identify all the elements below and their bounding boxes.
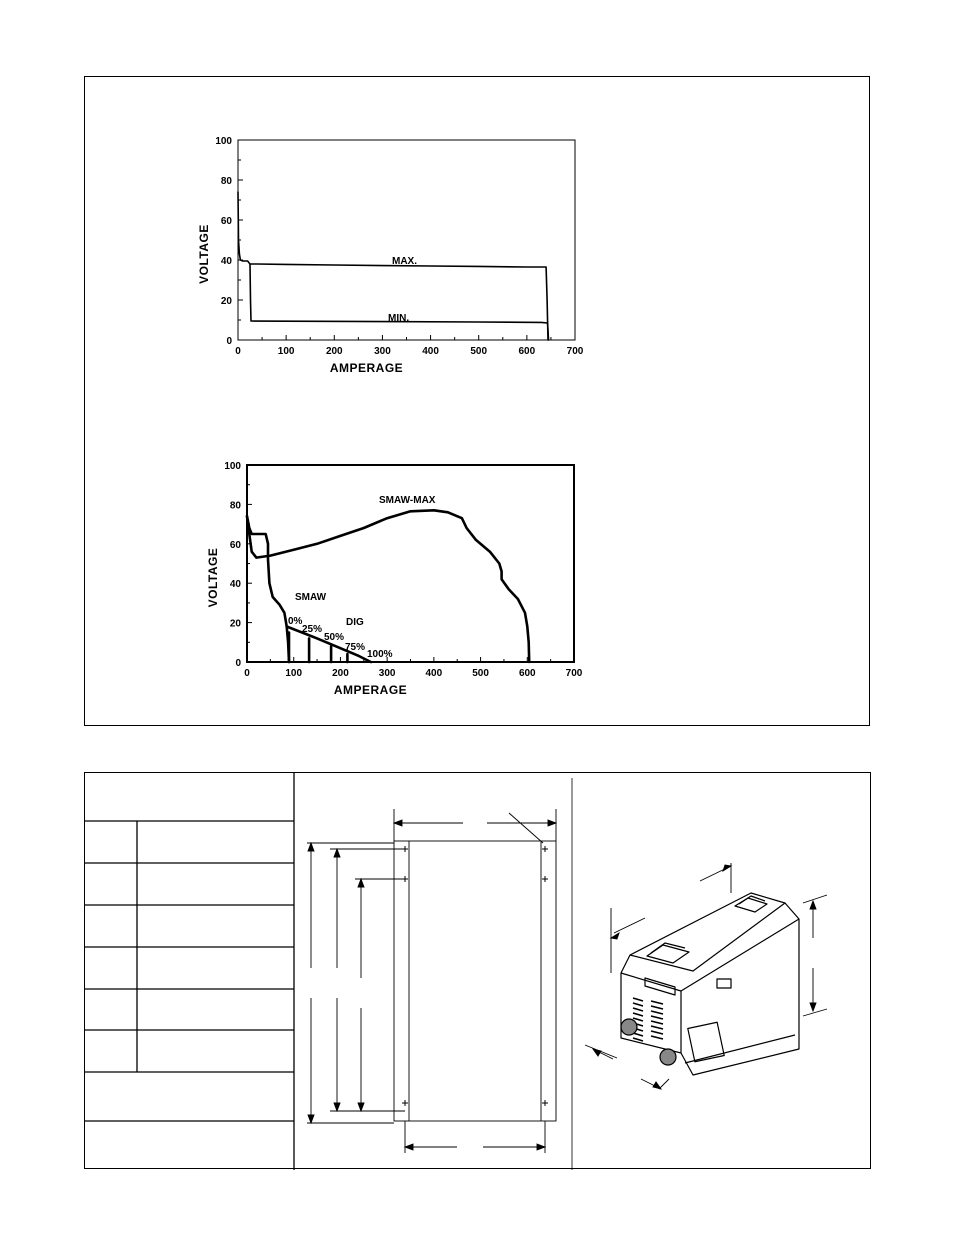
- y-tick-label: 80: [229, 500, 241, 512]
- welder-isometric-view: [621, 893, 799, 1075]
- dimensions-table: [85, 773, 572, 1170]
- x-tick-label: 100: [277, 346, 295, 357]
- mounting-holes: [402, 846, 548, 1106]
- x-tick-label: 600: [518, 346, 536, 357]
- label-smaw-max: SMAW-MAX: [379, 495, 436, 506]
- x-tick-label: 200: [325, 346, 343, 357]
- x-tick-label: 500: [472, 668, 489, 679]
- x-tick-label: 700: [566, 346, 584, 357]
- y-tick-label: 20: [229, 618, 241, 630]
- x-tick-label: 500: [470, 346, 488, 357]
- label-0pct: 0%: [288, 616, 303, 627]
- label-75pct: 75%: [345, 642, 366, 653]
- label-50pct: 50%: [324, 632, 345, 643]
- y-tick-label: 100: [224, 461, 241, 472]
- volt-amp-curves-panel: [84, 76, 870, 726]
- y-tick-label: 60: [220, 216, 232, 227]
- x-tick-label: 200: [332, 668, 349, 679]
- y-tick-label: 20: [220, 296, 232, 307]
- x-tick-label: 400: [425, 668, 443, 679]
- x-axis-label: AMPERAGE: [329, 361, 404, 375]
- y-axis-label: VOLTAGE: [197, 224, 211, 284]
- y-tick-label: 0: [235, 658, 241, 669]
- label-dig: DIG: [346, 617, 364, 628]
- dimensions-drawing: [85, 773, 872, 1170]
- x-tick-label: 100: [285, 668, 303, 679]
- label-100pct: 100%: [367, 649, 393, 660]
- x-tick-label: 600: [518, 668, 536, 679]
- x-tick-label: 400: [422, 346, 439, 357]
- label-smaw: SMAW: [295, 592, 327, 603]
- dimensions-panel: [84, 772, 871, 1169]
- y-tick-label: 0: [226, 336, 232, 347]
- label-max: MAX.: [392, 256, 417, 267]
- x-tick-label: 700: [565, 668, 583, 679]
- x-tick-label: 0: [244, 668, 250, 679]
- y-axis-label: VOLTAGE: [206, 547, 220, 608]
- y-tick-label: 40: [220, 256, 232, 267]
- base-plan-view: [307, 809, 556, 1153]
- x-tick-label: 300: [374, 346, 391, 357]
- x-axis-label: AMPERAGE: [333, 683, 408, 697]
- label-25pct: 25%: [302, 624, 323, 635]
- y-tick-label: 40: [229, 579, 241, 591]
- y-tick-label: 80: [220, 176, 232, 187]
- x-tick-label: 300: [378, 668, 396, 679]
- y-tick-label: 60: [229, 539, 241, 551]
- x-tick-label: 0: [235, 346, 241, 357]
- label-min: MIN.: [388, 313, 410, 324]
- y-tick-label: 100: [215, 136, 232, 147]
